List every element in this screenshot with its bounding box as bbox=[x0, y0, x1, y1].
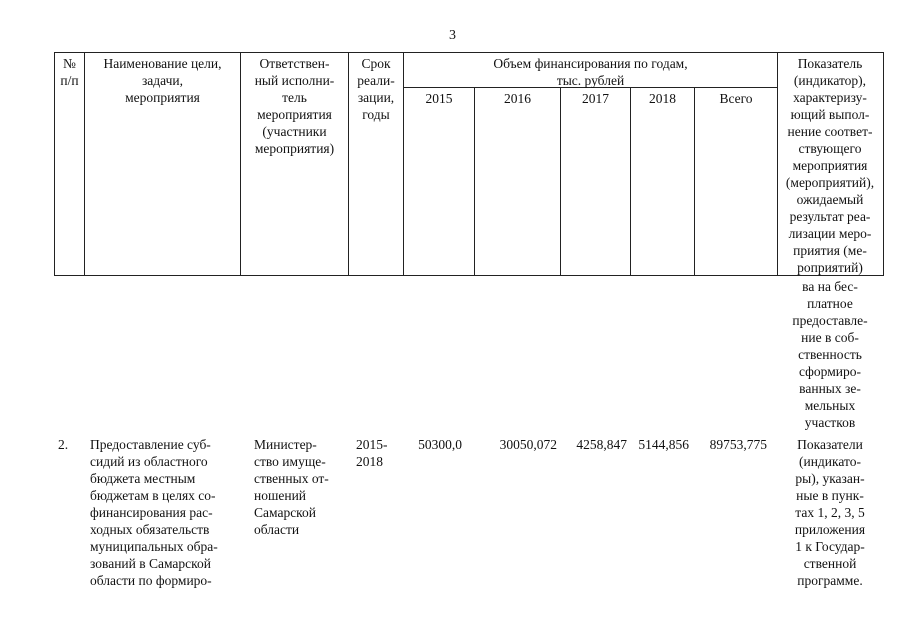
header-financing-group: Объем финансирования по годам, тыс. рублей bbox=[493, 56, 688, 88]
row-number: 2. bbox=[58, 437, 69, 452]
header-executor: Ответствен- ный исполни- тель мероприятия (участники мероприятия) bbox=[254, 56, 335, 156]
header-indicator: Показатель (индикатор), характеризу- ющий выпол- нение соответ- ствующего мероприятия (мероприятий), ожидаемый результат реа- лизации меро- приятия (ме- роприятий) bbox=[785, 56, 875, 275]
table-header-bottom-border bbox=[54, 275, 884, 276]
header-number: № п/п bbox=[60, 56, 79, 88]
table-top-border bbox=[54, 52, 884, 53]
header-year-2017: 2017 bbox=[582, 91, 609, 106]
row-value-total: 89753,775 bbox=[709, 437, 767, 452]
header-total: Всего bbox=[719, 91, 753, 106]
col-border bbox=[630, 87, 631, 276]
col-border bbox=[694, 87, 695, 276]
continuation-text: ва на бес- платное предоставле- ние в соб- ственность сформиро- ванных зе- мельных участков bbox=[792, 279, 868, 430]
header-year-2018: 2018 bbox=[649, 91, 676, 106]
row-term: 2015- 2018 bbox=[356, 437, 388, 469]
row-value-2017: 4258,847 bbox=[576, 437, 627, 452]
row-name: Предоставление суб- сидий из областного бюджета местным бюджетам в целях со- финансирования рас- ходных обязательств муниципальных обра- зований в Самарской области по формиро- bbox=[90, 437, 218, 588]
row-value-2018: 5144,856 bbox=[638, 437, 689, 452]
page-number: 3 bbox=[449, 28, 456, 43]
header-name: Наименование цели, задачи, мероприятия bbox=[103, 56, 222, 105]
header-term: Срок реали- зации, годы bbox=[357, 56, 395, 122]
row-indicator: Показатели (индикато- ры), указан- ные в пунк- тах 1, 2, 3, 5 приложения 1 к Государ- ственной программе. bbox=[794, 437, 866, 588]
col-border bbox=[560, 87, 561, 276]
row-value-2016: 30050,072 bbox=[499, 437, 557, 452]
row-executor: Министер- ство имуще- ственных от- ношений Самарской области bbox=[254, 437, 329, 537]
header-year-2015: 2015 bbox=[425, 91, 453, 106]
col-border bbox=[474, 87, 475, 276]
row-value-2015: 50300,0 bbox=[418, 437, 462, 452]
header-year-2016: 2016 bbox=[504, 91, 531, 106]
